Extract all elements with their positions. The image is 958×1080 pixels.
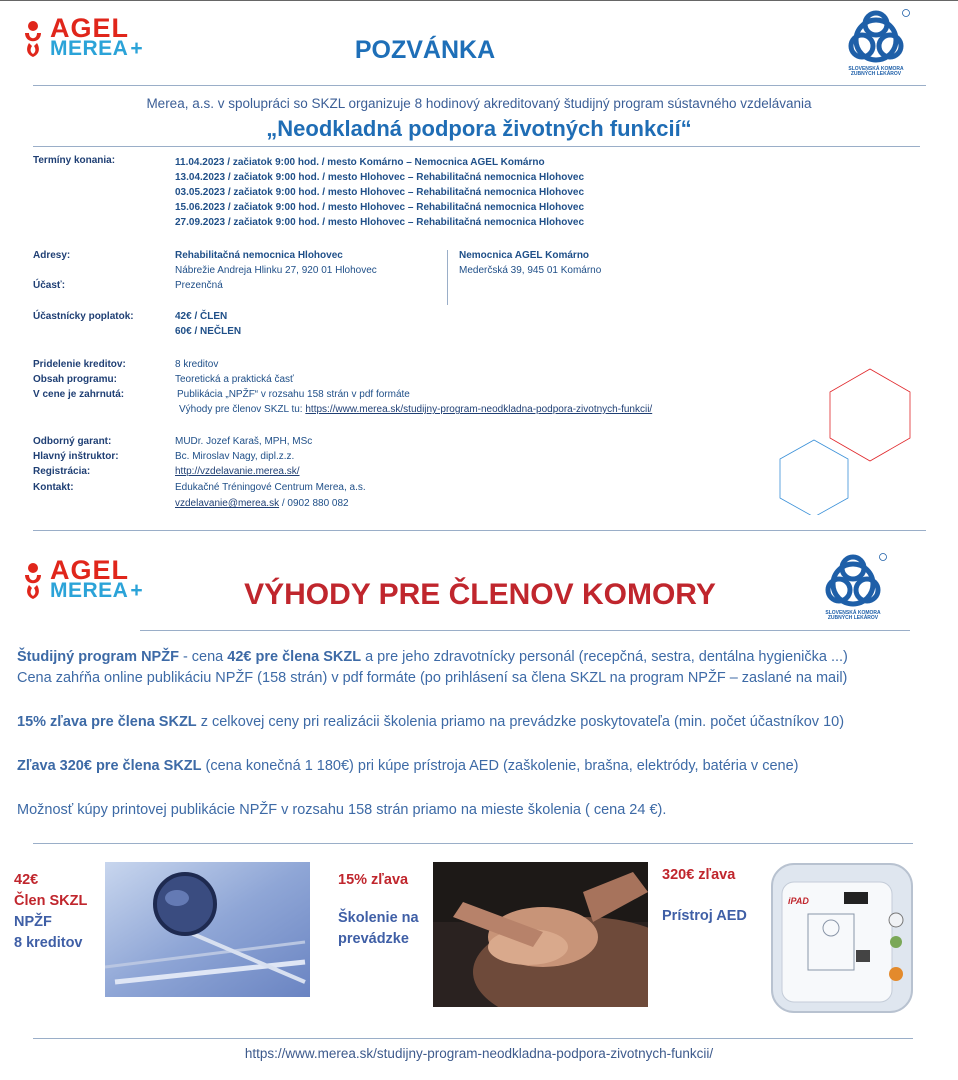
dental-mirror-image xyxy=(105,862,310,997)
skzl-logo xyxy=(838,8,914,80)
footer-divider xyxy=(33,1038,913,1039)
subtitle-divider xyxy=(33,146,920,147)
contact-email-link[interactable]: vzdelavanie@merea.sk xyxy=(175,498,280,509)
benefits-title: VÝHODY PRE ČLENOV KOMORY xyxy=(244,578,716,611)
guarantor-value: MUDr. Jozef Karaš, MPH, MSc xyxy=(175,436,313,447)
fee-nonmember: 60€ / NEČLEN xyxy=(175,326,242,337)
agel-figure-icon xyxy=(22,20,44,58)
credits-value: 8 kreditov xyxy=(175,359,219,370)
skzl-caption: SLOVENSKÁ KOMORA ZUBNÝCH LEKÁROV xyxy=(848,66,904,77)
agel-wordmark: AGEL xyxy=(50,13,130,43)
benefit-publication-note: Cena zahŕňa online publikáciu NPŽF (158 strán) v pdf formáte (po prihlásení sa člena SKZL na program NPŽF – zaslané na mail) xyxy=(17,670,848,686)
registration-label: Registrácia: xyxy=(33,466,91,477)
term-item: 15.06.2023 / začiatok 9:00 hod. / mesto Hlohovec – Rehabilitačná nemocnica Hlohovec xyxy=(175,202,585,213)
address-label: Adresy: xyxy=(33,250,71,261)
agel-wordmark: AGEL xyxy=(50,555,130,585)
credits-label: Pridelenie kreditov: xyxy=(33,359,126,370)
skzl-caption: SLOVENSKÁ KOMORA ZUBNÝCH LEKÁROV xyxy=(825,610,881,621)
cpr-photo xyxy=(433,862,648,1007)
benefits-link[interactable]: https://www.merea.sk/studijny-program-neodkladna-podpora-zivotnych-funkcii/ xyxy=(305,404,653,415)
term-item: 03.05.2023 / začiatok 9:00 hod. / mesto Hlohovec – Rehabilitačná nemocnica Hlohovec xyxy=(175,187,585,198)
instructor-value: Bc. Miroslav Nagy, dipl.z.z. xyxy=(175,451,295,462)
footer-url[interactable]: https://www.merea.sk/studijny-program-neodkladna-podpora-zivotnych-funkcii/ xyxy=(244,1046,714,1061)
participation-label: Účasť: xyxy=(33,280,66,291)
hexagon-decoration-icon xyxy=(778,365,918,515)
agel-merea-logo xyxy=(22,13,162,62)
contact-organization: Edukačné Tréningové Centrum Merea, a.s. xyxy=(175,482,366,493)
card-training: 15% zľava Školenie na prevádzke xyxy=(338,872,419,947)
content-value: Teoretická a praktická časť xyxy=(175,374,294,385)
fee-member: 42€ / ČLEN xyxy=(175,311,228,322)
section-divider xyxy=(33,530,926,531)
term-item: 11.04.2023 / začiatok 9:00 hod. / mesto Komárno – Nemocnica AGEL Komárno xyxy=(175,157,545,168)
merea-wordmark: MEREA+ xyxy=(50,37,144,60)
plus-icon: + xyxy=(130,579,144,602)
plus-icon: + xyxy=(130,37,144,60)
merea-wordmark: MEREA+ xyxy=(50,579,144,602)
address1-street: Nábrežie Andreja Hlinku 27, 920 01 Hlohovec xyxy=(175,265,377,276)
benefit-program-price: Študijný program NPŽF - cena 42€ pre člena SKZL a pre jeho zdravotnícky personál (recepčná, sestra, dentálna hygienička ...) xyxy=(17,649,848,665)
card-aed: 320€ zľava Prístroj AED xyxy=(662,867,747,924)
skzl-knot-icon xyxy=(815,552,891,612)
instructor-label: Hlavný inštruktor: xyxy=(33,451,119,462)
aed-device-image xyxy=(768,858,916,1016)
address1-name: Rehabilitačná nemocnica Hlohovec xyxy=(175,250,343,261)
benefit-aed-discount: Zľava 320€ pre člena SKZL (cena konečná 1 180€) pri kúpe prístroja AED (zaškolenie, brašna, elektródy, batéria v cene) xyxy=(17,758,799,774)
guarantor-label: Odborný garant: xyxy=(33,436,112,447)
intro-text: Merea, a.s. v spolupráci so SKZL organizuje 8 hodinový akreditovaný študijný program sústavného vzdelávania xyxy=(146,96,812,111)
terms-list xyxy=(175,155,584,230)
agel-merea-logo-2 xyxy=(22,555,162,604)
program-title: „Neodkladná podpora životných funkcií“ xyxy=(266,116,692,141)
header-divider xyxy=(33,85,926,86)
top-border xyxy=(0,0,958,1)
address2-name: Nemocnica AGEL Komárno xyxy=(459,250,590,261)
card-membership: 42€ Člen SKZL NPŽF 8 kreditov xyxy=(14,872,88,951)
contact-line xyxy=(175,498,349,509)
content-label: Obsah programu: xyxy=(33,374,117,385)
skzl-knot-icon xyxy=(838,8,914,68)
included-publication: Publikácia „NPŽF“ v rozsahu 158 strán v pdf formáte xyxy=(177,389,410,400)
included-benefits: Výhody pre členov SKZL tu: https://www.merea.sk/studijny-program-neodkladna-podpora-zivotnych-funkcii/ xyxy=(179,404,653,415)
address2-street: Mederčská 39, 945 01 Komárno xyxy=(459,265,602,276)
cards-divider xyxy=(33,843,913,844)
contact-phone: / 0902 880 082 xyxy=(279,498,349,509)
agel-figure-icon xyxy=(22,562,44,600)
address-divider xyxy=(447,250,448,305)
participation-value: Prezenčná xyxy=(175,280,223,291)
benefits-divider xyxy=(140,630,910,631)
term-item: 27.09.2023 / začiatok 9:00 hod. / mesto Hlohovec – Rehabilitačná nemocnica Hlohovec xyxy=(175,217,585,228)
fee-label: Účastnícky poplatok: xyxy=(33,311,134,322)
term-item: 13.04.2023 / začiatok 9:00 hod. / mesto Hlohovec – Rehabilitačná nemocnica Hlohovec xyxy=(175,172,585,183)
terms-label: Termíny konania: xyxy=(33,155,116,166)
benefit-discount-15: 15% zľava pre člena SKZL z celkovej ceny pri realizácii školenia priamo na prevádzke poskytovateľa (min. počet účastníkov 10) xyxy=(17,714,845,730)
skzl-logo-2 xyxy=(815,552,891,624)
registration-link[interactable]: http://vzdelavanie.merea.sk/ xyxy=(175,466,300,477)
contact-label: Kontakt: xyxy=(33,482,74,493)
page-title: POZVÁNKA xyxy=(354,36,496,64)
aed-brand-label: iPAD xyxy=(788,896,809,906)
benefit-print-publication: Možnosť kúpy printovej publikácie NPŽF v rozsahu 158 strán priamo na mieste školenia ( cena 24 €). xyxy=(17,802,667,818)
included-label: V cene je zahrnutá: xyxy=(33,389,125,400)
